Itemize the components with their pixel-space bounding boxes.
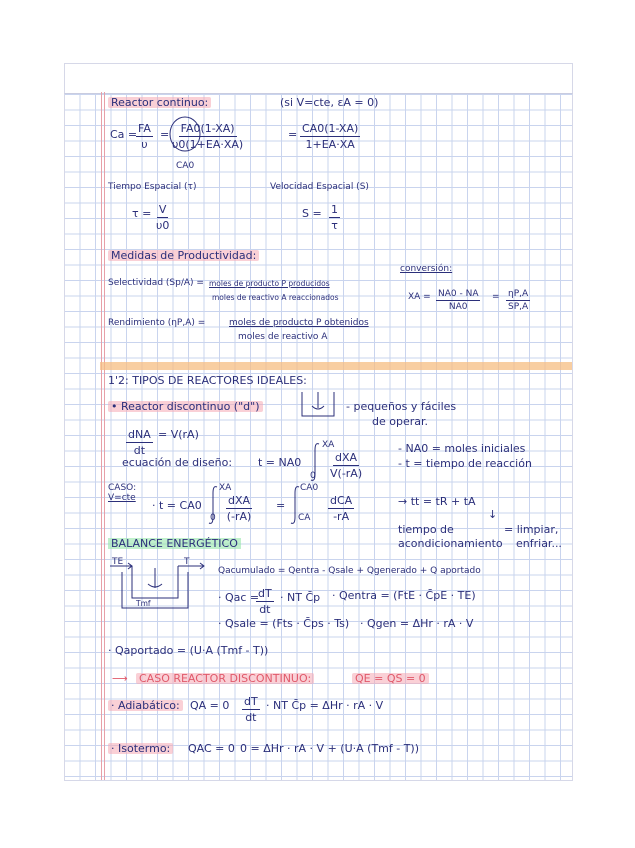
caso-discontinuo-label: CASO REACTOR DISCONTINUO: [136, 673, 314, 684]
rendimiento-label: Rendimiento (ηP,A) = [108, 318, 206, 328]
note-na0: - NA0 = moles iniciales [398, 442, 526, 455]
ca-lhs: Ca = [110, 128, 138, 141]
tiempo-espacial-label: Tiempo Espacial (τ) [108, 182, 197, 192]
integral2-lower: 0 [210, 513, 216, 523]
fraction-dxa: dXA V(-rA) [330, 451, 363, 480]
tipos-title: 1'2: TIPOS DE REACTORES IDEALES: [108, 374, 307, 387]
adiabatic-rest: · NT C̄p = ΔHr · rA · V [266, 699, 384, 712]
fraction-fa-v0: $\frac{FA}{\upsilon}$ [138, 122, 151, 151]
qac-rest: · NT C̄p [280, 591, 321, 604]
integral3-lower: CA [298, 513, 311, 523]
fraction-dt-adiab: $\frac{dT}{dt}$ [244, 695, 258, 724]
fraction-dna-dt: dNA dt [128, 428, 151, 457]
qsale-eq: · Qsale = (Fts · C̄ps · Ts) [218, 617, 350, 630]
caso-arrow: ⟶ [112, 672, 128, 685]
circle-annotation [168, 118, 208, 158]
ca0-label: CA0 [176, 161, 195, 171]
isothermal-rest: 0 = ΔHr · rA · V + (U·A (Tmf - T)) [240, 742, 420, 755]
dna-rhs: = V(rA) [158, 428, 199, 441]
section-divider-highlight [100, 362, 572, 370]
fraction-fa0-v0: $\frac{FA0(1-XA)}{\upsilon 0(1+EA\cdot XA)}$ [172, 122, 244, 151]
disc-desc-2: de operar. [372, 415, 428, 428]
acondicionamiento: acondicionamiento [398, 537, 503, 550]
vcte-label: V=cte [108, 493, 136, 503]
t-out-label: T [184, 557, 190, 567]
caso-label: CASO: [108, 483, 137, 493]
disc-desc-1: - pequeños y fáciles [346, 400, 457, 413]
rendimiento-denominator: moles de reactivo A [238, 332, 328, 342]
xa-lhs: XA = [408, 292, 431, 302]
energy-balance-eq: Qacumulado = Qentra - Qsale + Qgenerado + Q aportado [218, 566, 481, 576]
integral2-upper: XA [219, 483, 232, 493]
velocidad-espacial-label: Velocidad Espacial (S) [270, 182, 369, 192]
selectividad-denominator: moles de reactivo A reaccionados [212, 293, 339, 302]
fraction-v-v0: $\frac{V}{\upsilon 0}$ [156, 203, 170, 232]
selectividad-numerator: moles de producto P producidos [209, 279, 330, 288]
tmf-label: Tmf [136, 599, 151, 608]
t-ca0: · t = CA0 [152, 499, 202, 512]
qa-zero: QA = 0 [190, 699, 230, 712]
batch-reactor-sketch-icon [300, 392, 336, 418]
down-arrow: ↓ [488, 508, 498, 521]
integral-upper: XA [322, 440, 335, 450]
margin-line [101, 92, 102, 780]
note-t: - t = tiempo de reacción [398, 457, 532, 470]
integral-lower: 0 [310, 471, 316, 481]
fraction-ca0-xa: $\frac{CA0(1-XA)}{1+EA\cdot XA}$ [302, 122, 359, 151]
enfriar: enfriar... [516, 537, 562, 550]
qaportado-eq: · Qaportado = (U·A (Tmf - T)) [108, 644, 269, 657]
fraction-xa: $\frac{NA0 - NA}{NA0}$ [438, 289, 479, 312]
ecuacion-diseno-label: ecuación de diseño: [122, 456, 233, 469]
conversion-label: conversión: [400, 264, 453, 274]
adiabatico-label: · Adiabático: [108, 700, 183, 711]
fraction-eta-s: $\frac{\eta P,A}{SP,A}$ [507, 289, 529, 312]
rendimiento-numerator: moles de producto P obtenidos [229, 318, 369, 328]
t-eq: t = NA0 [258, 456, 302, 469]
page-header-band [64, 63, 573, 94]
isotermo-label: · Isotermo: [108, 743, 173, 754]
integral3-upper: CA0 [300, 483, 319, 493]
fraction-1-tau: $\frac{1}{\tau}$ [331, 203, 338, 232]
selectividad-label: Selectividad (Sp/A) = [108, 278, 204, 288]
section-title: Reactor continuo: [108, 97, 211, 108]
te-label: TE [112, 557, 124, 567]
tau-lhs: τ = [132, 207, 152, 220]
condition-text: (si V=cte, εA = 0) [280, 96, 379, 109]
margin-line [104, 92, 105, 780]
fraction-dca-ra: dCA -rA [330, 494, 353, 523]
equals: = [492, 292, 500, 302]
qentra-eq: · Qentra = (FtE · C̄pE · TE) [332, 589, 476, 602]
qac-lhs: · Qac = [218, 591, 260, 604]
total-time-eq: → tt = tR + tA [398, 495, 476, 508]
qac-zero: QAC = 0 [188, 742, 235, 755]
limpiar: = limpiar, [504, 523, 559, 536]
s-lhs: S = [302, 207, 322, 220]
equals: = [288, 128, 298, 141]
fraction-dt: $\frac{dT}{dt}$ [258, 587, 272, 616]
qe-qs-eq: QE = QS = 0 [352, 673, 429, 684]
equals: = [160, 128, 170, 141]
balance-title: BALANCE ENERGÉTICO [108, 538, 241, 549]
tiempo-de: tiempo de [398, 523, 454, 536]
reactor-discontinuo-label: • Reactor discontinuo ("d") [108, 401, 263, 412]
qgen-eq: · Qgen = ΔHr · rA · V [360, 617, 474, 630]
fraction-dxa-ra: dXA (-rA) [226, 494, 252, 523]
productividad-title: Medidas de Productividad: [108, 250, 259, 261]
equals: = [276, 499, 286, 512]
